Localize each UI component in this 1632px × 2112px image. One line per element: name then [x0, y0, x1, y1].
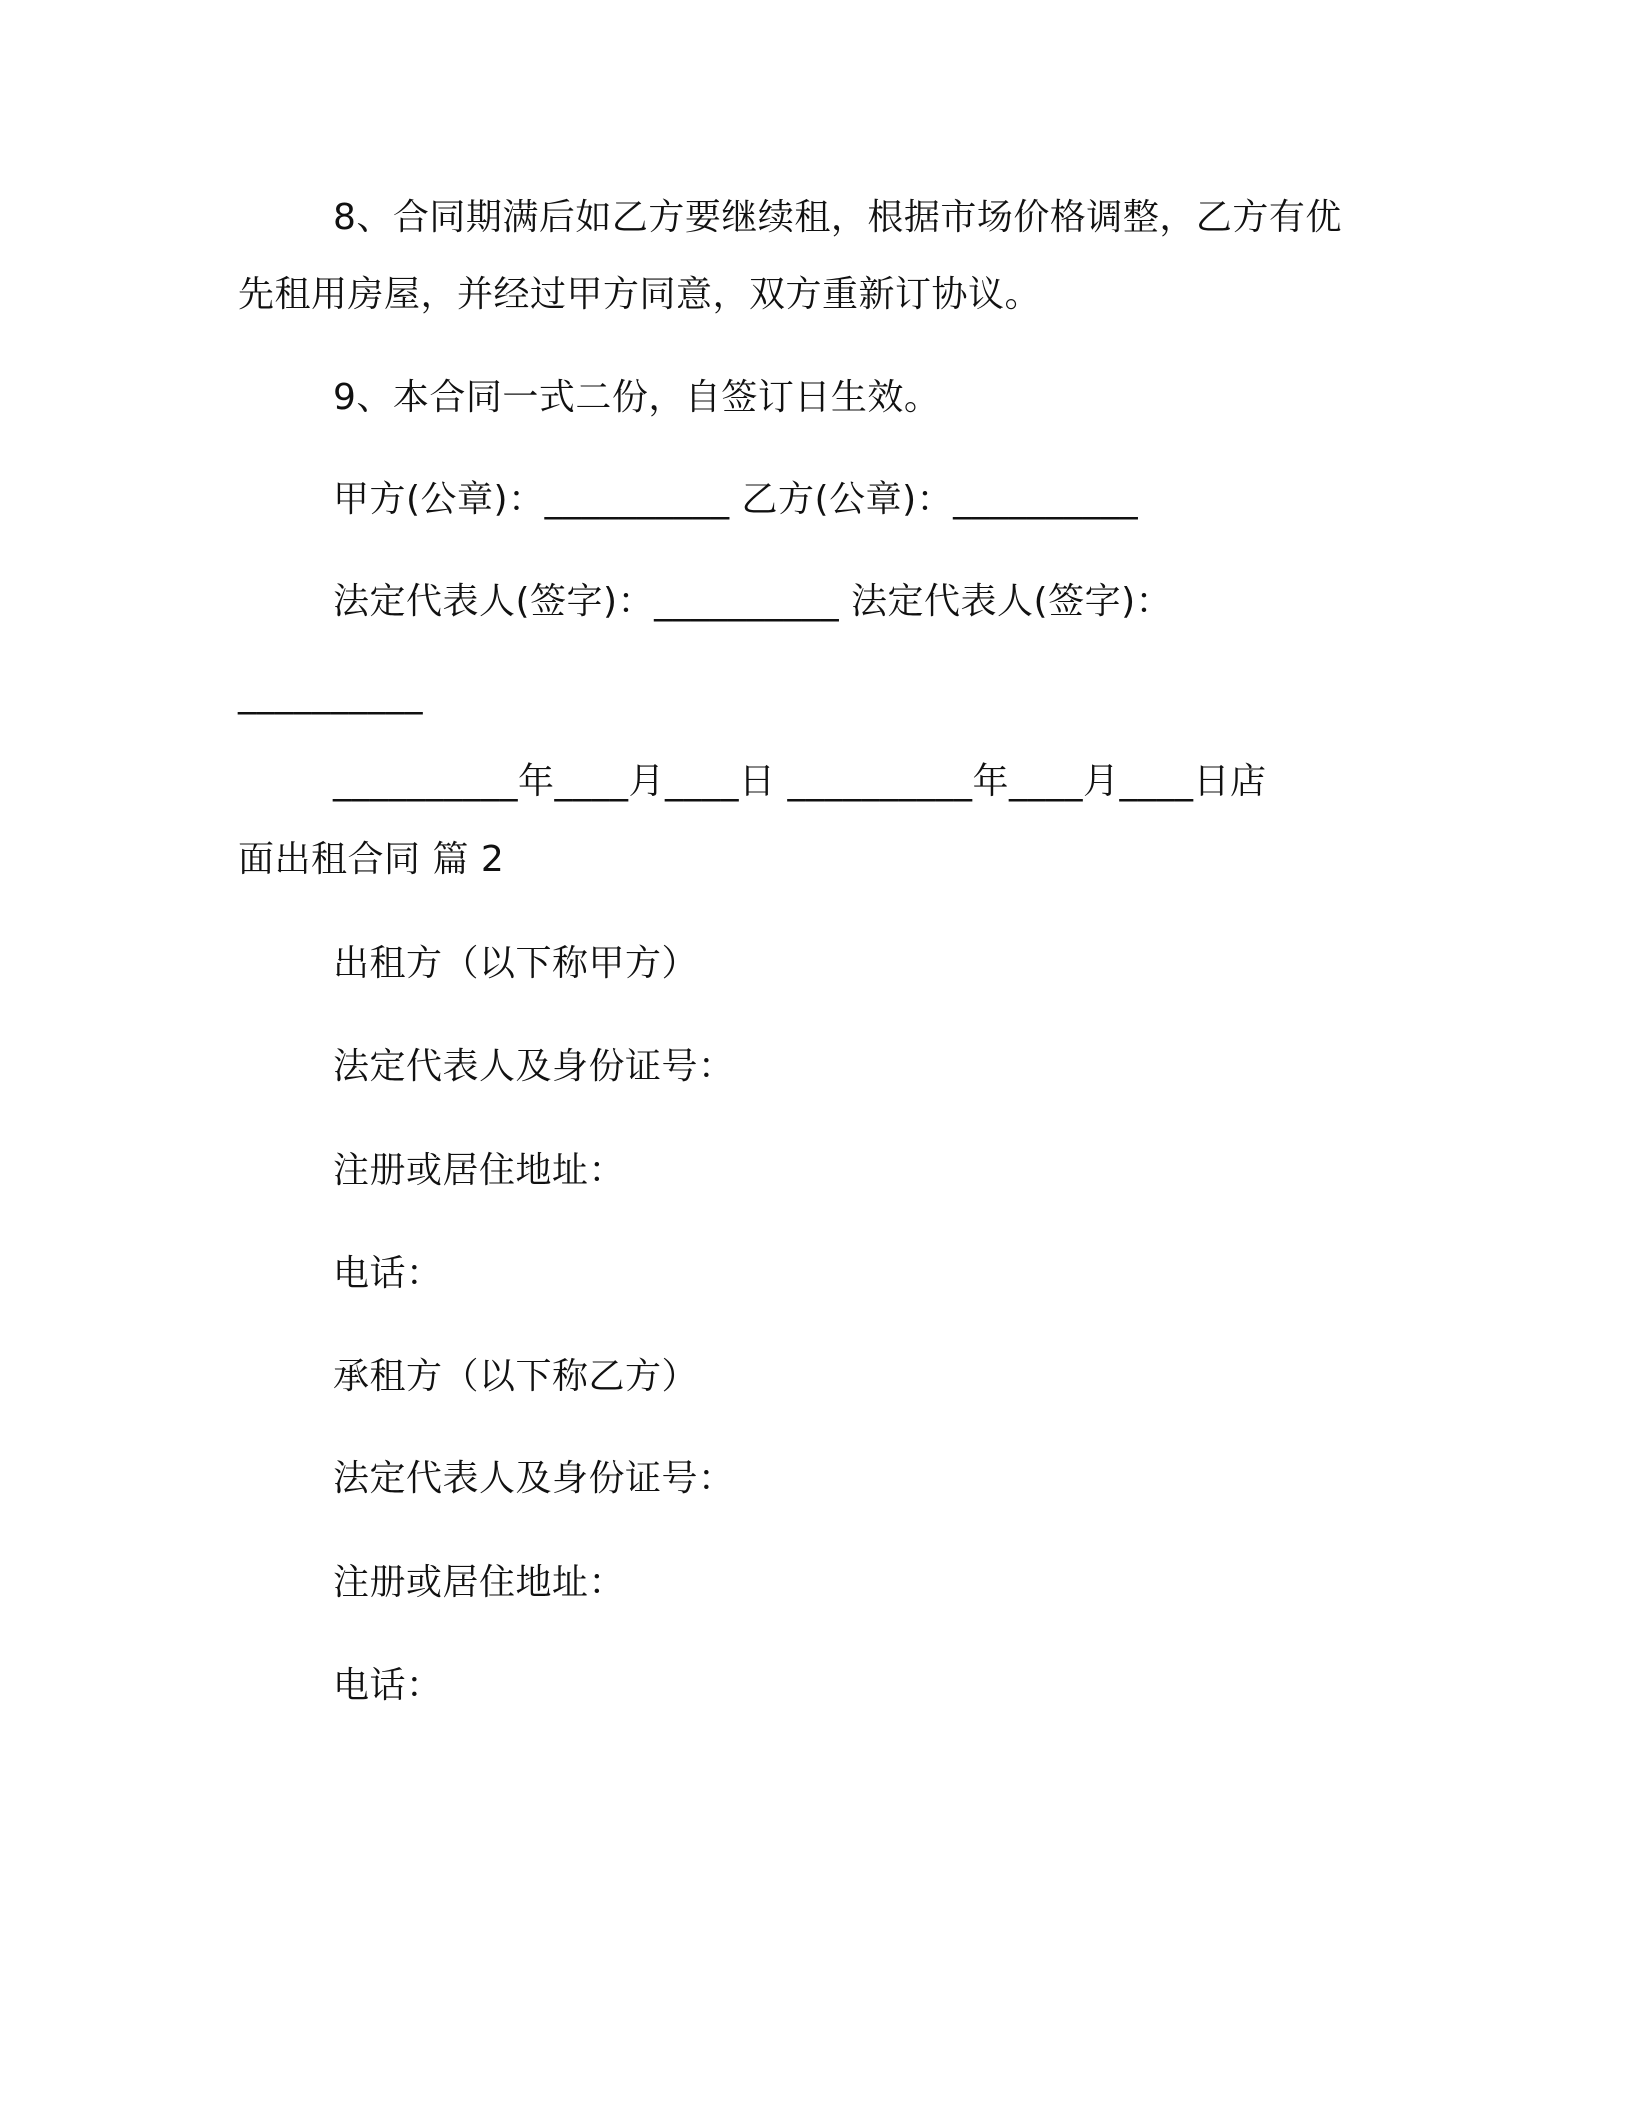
lessee-heading: 承租方（以下称乙方）: [333, 1356, 699, 1397]
lessee-phone: 电话：: [333, 1665, 443, 1706]
lessor-address: 注册或居住地址：: [333, 1150, 626, 1191]
lessor-heading: 出租方（以下称甲方）: [333, 943, 699, 984]
seal-line: 甲方(公章)：__________ 乙方(公章)：__________: [333, 479, 1139, 520]
lessee-address: 注册或居住地址：: [333, 1562, 626, 1603]
clause-9: 9、本合同一式二份，自签订日生效。: [333, 377, 941, 418]
lessor-phone: 电话：: [333, 1253, 443, 1294]
clause-8-line-2: 先租用房屋，并经过甲方同意，双方重新订协议。: [238, 274, 1042, 315]
date-line-2: 面出租合同 篇 2: [238, 839, 505, 880]
clause-8-line-1: 8、合同期满后如乙方要继续租，根据市场价格调整，乙方有优: [333, 197, 1342, 238]
lessee-rep-id: 法定代表人及身份证号：: [333, 1458, 735, 1499]
rep-sign-line: 法定代表人(签字)：__________ 法定代表人(签字)：: [333, 581, 1173, 622]
rep-sign-blank: __________: [238, 674, 423, 715]
date-line-1: __________年____月____日 __________年____月____日店: [333, 761, 1267, 802]
lessor-rep-id: 法定代表人及身份证号：: [333, 1046, 735, 1087]
